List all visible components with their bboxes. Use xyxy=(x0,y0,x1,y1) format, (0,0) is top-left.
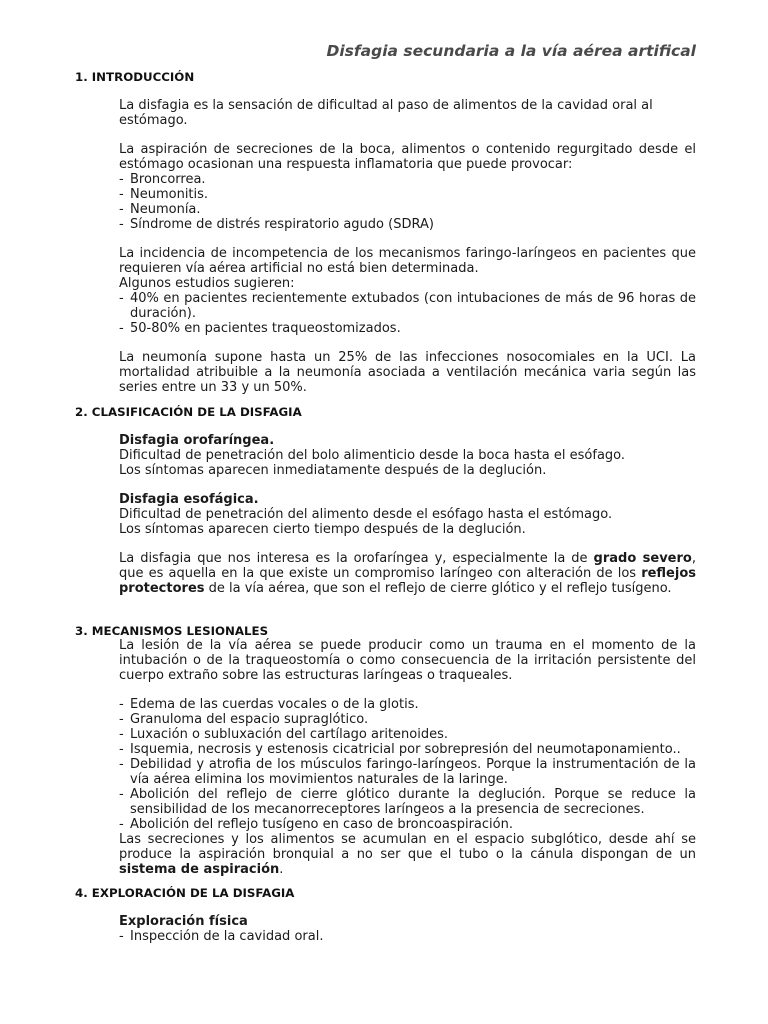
exploration-list xyxy=(119,929,696,944)
list-item: - 50-80% en pacientes traqueostomizados. xyxy=(119,321,696,336)
paragraph: La neumonía supone hasta un 25% de las infecciones nosocomiales en la UCI. La mortalidad atribuible a la neumonía asociada a ventilación mecánica varia según las series entre un 33 y un 50%. xyxy=(119,350,696,395)
list-item: - Síndrome de distrés respiratorio agudo (SDRA) xyxy=(119,217,696,232)
injuries-list xyxy=(119,697,696,832)
paragraph: La aspiración de secreciones de la boca, alimentos o contenido regurgitado desde el estómago ocasionan una respuesta inflamatoria que puede provocar: xyxy=(119,142,696,172)
list-item: - Luxación o subluxación del cartílago aritenoides. xyxy=(119,727,696,742)
emphasis-text: grado severo xyxy=(593,551,692,566)
emphasis-text: reflejos protectores xyxy=(119,566,696,596)
paragraph xyxy=(119,551,696,596)
section-heading-exploracion: 4. EXPLORACIÓN DE LA DISFAGIA xyxy=(75,886,295,900)
section-heading-mecanismos: 3. MECANISMOS LESIONALES xyxy=(75,624,269,638)
text-run: . xyxy=(279,862,284,877)
list-item: - Abolición del reflejo tusígeno en caso de broncoaspiración. xyxy=(119,817,696,832)
list-item: - Granuloma del espacio supraglótico. xyxy=(119,712,696,727)
section-introduccion-body xyxy=(119,98,696,395)
section-mecanismos-body xyxy=(119,638,696,877)
list-item: - Isquemia, necrosis y estenosis cicatricial por sobrepresión del neumotaponamiento.. xyxy=(119,742,696,757)
list-item: - Inspección de la cavidad oral. xyxy=(119,929,696,944)
paragraph: La lesión de la vía aérea se puede producir como un trauma en el momento de la intubación o de la traqueostomía o como consecuencia de la irritación persistente del cuerpo extraño sobre las estructuras laríngeas o traqueales. xyxy=(119,638,696,683)
emphasis-text: sistema de aspiración xyxy=(119,862,280,877)
list-item: - Neumonitis. xyxy=(119,187,696,202)
subheading: Disfagia esofágica. xyxy=(119,492,259,507)
text-run: , que es aquella en la que existe un compromiso laríngeo con alteración de los xyxy=(119,551,696,581)
paragraph: Algunos estudios sugieren: xyxy=(119,276,295,291)
paragraph: La disfagia es la sensación de dificultad al paso de alimentos de la cavidad oral al estómago. xyxy=(119,98,653,128)
paragraph: Los síntomas aparecen inmediatamente después de la deglución. xyxy=(119,463,547,478)
subheading: Exploración física xyxy=(119,914,248,929)
paragraph: Dificultad de penetración del alimento desde el esófago hasta el estómago. xyxy=(119,507,613,522)
subheading: Disfagia orofaríngea. xyxy=(119,433,275,448)
paragraph: Dificultad de penetración del bolo alimenticio desde la boca hasta el esófago. xyxy=(119,448,626,463)
list-item: - Edema de las cuerdas vocales o de la glotis. xyxy=(119,697,696,712)
list-item: - Broncorrea. xyxy=(119,172,696,187)
section-heading-introduccion: 1. INTRODUCCIÓN xyxy=(75,70,195,84)
section-heading-clasificacion: 2. CLASIFICACIÓN DE LA DISFAGIA xyxy=(75,405,302,419)
list-item: - Neumonía. xyxy=(119,202,696,217)
list-item: - Abolición del reflejo de cierre glótico durante la deglución. Porque se reduce la sensibilidad de los mecanorreceptores laríngeos a la presencia de secreciones. xyxy=(119,787,696,817)
studies-list xyxy=(119,291,696,336)
text-run: Las secreciones y los alimentos se acumulan en el espacio subglótico, desde ahí se produce la aspiración bronquial a no ser que el tubo o la cánula dispongan de un xyxy=(119,832,696,862)
section-clasificacion-body xyxy=(119,433,696,596)
paragraph xyxy=(119,832,696,877)
list-item: - Debilidad y atrofia de los músculos faringo-laríngeos. Porque la instrumentación de la vía aérea elimina los movimientos naturales de la laringe. xyxy=(119,757,696,787)
list-item: - 40% en pacientes recientemente extubados (con intubaciones de más de 96 horas de duración). xyxy=(119,291,696,321)
paragraph: Los síntomas aparecen cierto tiempo después de la deglución. xyxy=(119,522,526,537)
section-exploracion-body xyxy=(119,914,696,944)
paragraph: La incidencia de incompetencia de los mecanismos faringo-laríngeos en pacientes que requieren vía aérea artificial no está bien determinada. xyxy=(119,246,696,276)
complications-list xyxy=(119,172,696,232)
text-run: La disfagia que nos interesa es la orofaríngea y, especialmente la de xyxy=(119,551,594,566)
text-run: de la vía aérea, que son el reflejo de cierre glótico y el reflejo tusígeno. xyxy=(204,581,672,596)
document-title: Disfagia secundaria a la vía aérea artifical xyxy=(326,42,696,60)
